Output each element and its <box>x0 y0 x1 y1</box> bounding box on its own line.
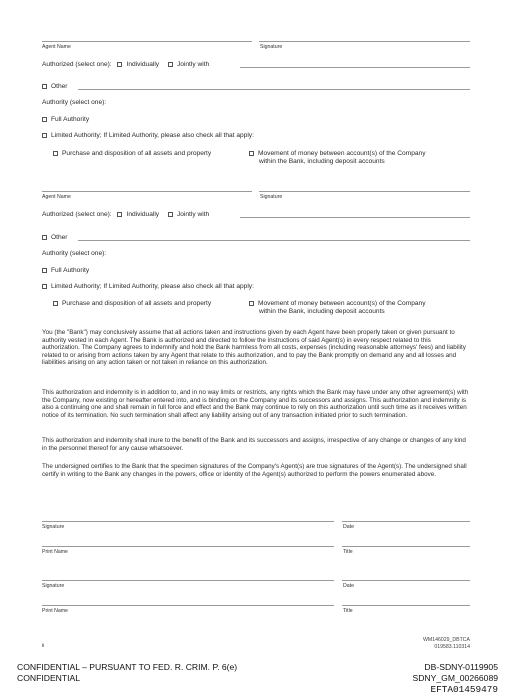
other-line[interactable] <box>78 89 470 90</box>
limited-authority-checkbox[interactable] <box>42 284 47 289</box>
full-authority-checkbox[interactable] <box>42 117 47 122</box>
authorized-label: Authorized (select one): <box>42 211 112 218</box>
individually-label: Individually <box>126 211 160 218</box>
title-label-2: Title <box>343 608 353 614</box>
other-line[interactable] <box>78 240 470 241</box>
full-authority-checkbox[interactable] <box>42 268 47 273</box>
authorized-row <box>42 61 209 68</box>
assumption-paragraph: You (the "Bank") may conclusively assume that all actions taken and instructions given by each Agent have been properly taken or given pursuant to authority vested in each Agent. The Bank is authorized and directed to follow the instructions of said Agent(s) in every respect related to this authorization. The Company agrees to indemnify and hold the Bank harmless from all costs, expenses (including reasonable attorneys' fees) and liability related to or arising from actions taken by any Agent that relate to this authorization, and to pay the Bank promptly on demand any and all losses and liabilities arising on any action taken or not taken in reliance on this authorization. <box>42 329 466 367</box>
limited-authority-row <box>42 283 254 290</box>
signature-line[interactable] <box>259 191 470 192</box>
other-label: Other <box>51 234 68 241</box>
jointly-with-line[interactable] <box>240 217 470 218</box>
other-row <box>42 83 68 90</box>
movement-label-2: within the Bank, including deposit accounts <box>259 158 385 165</box>
limited-authority-checkbox[interactable] <box>42 133 47 138</box>
limited-authority-label: Limited Authority; If Limited Authority, please also check all that apply: <box>51 132 254 139</box>
movement-label-1: Movement of money between account(s) of the Company <box>258 150 426 157</box>
certification-paragraph: The undersigned certifies to the Bank that the specimen signatures of the Company's Agent(s) are true signatures of the Agent(s). The undersigned shall certify in writing to the Bank any changes in the powers, office or identity of the Agent(s) authorized to perform the powers enumerated above. <box>42 463 467 478</box>
purchase-label: Purchase and disposition of all assets and property <box>62 150 212 157</box>
limited-authority-row <box>42 132 254 139</box>
signature-label: Signature <box>260 194 283 200</box>
other-row <box>42 234 68 241</box>
purchase-label: Purchase and disposition of all assets and property <box>62 300 212 307</box>
confidential-rule-notice: CONFIDENTIAL – PURSUANT TO FED. R. CRIM. P. 6(e) <box>17 662 238 672</box>
full-authority-row <box>42 116 89 123</box>
purchase-row <box>53 300 211 307</box>
form-code-line-2: 019583.110314 <box>434 643 470 650</box>
bates-number-1: DB-SDNY-0119905 <box>424 662 498 672</box>
individually-checkbox[interactable] <box>117 62 122 67</box>
date-label: Date <box>343 524 354 530</box>
authority-label: Authority (select one): <box>42 99 107 106</box>
signature-line[interactable] <box>259 41 470 42</box>
other-checkbox[interactable] <box>42 235 47 240</box>
purchase-row <box>53 150 211 157</box>
date-line[interactable] <box>342 521 470 522</box>
date-line-2[interactable] <box>342 580 470 581</box>
title-line[interactable] <box>342 546 470 547</box>
purchase-checkbox[interactable] <box>53 151 58 156</box>
full-authority-label: Full Authority <box>51 116 90 123</box>
purchase-checkbox[interactable] <box>53 301 58 306</box>
full-authority-label: Full Authority <box>51 267 90 274</box>
authority-label: Authority (select one): <box>42 250 107 257</box>
form-code <box>423 637 470 650</box>
print-name-line-2[interactable] <box>42 605 334 606</box>
jointly-with-line[interactable] <box>240 67 470 68</box>
jointly-label: Jointly with <box>176 211 210 218</box>
agent-name-line[interactable] <box>42 191 252 192</box>
jointly-label: Jointly with <box>176 61 210 68</box>
title-label: Title <box>343 549 353 555</box>
movement-label-2: within the Bank, including deposit accounts <box>259 308 385 315</box>
movement-row <box>249 300 426 316</box>
bates-number-3: EFTA01459479 <box>430 684 498 695</box>
signature-label: Signature <box>42 524 65 530</box>
jointly-checkbox[interactable] <box>168 212 173 217</box>
authorized-row <box>42 211 209 218</box>
signature-line-2[interactable] <box>42 580 334 581</box>
signature-line[interactable] <box>42 521 334 522</box>
authorized-label: Authorized (select one): <box>42 61 112 68</box>
form-code-line-1: WM146029_DBTCA <box>423 637 470 643</box>
print-name-line[interactable] <box>42 546 334 547</box>
movement-checkbox[interactable] <box>249 151 254 156</box>
jointly-checkbox[interactable] <box>168 62 173 67</box>
movement-checkbox[interactable] <box>249 301 254 306</box>
title-line-2[interactable] <box>342 605 470 606</box>
other-label: Other <box>51 83 68 90</box>
indemnity-paragraph: This authorization and indemnity is in addition to, and in no way limits or restricts, any rights which the Bank may have under any other agreement(s) with the Company, now existing or hereafter entered into, and is binding on the Company and its successors and assigns. This authorization and indemnity is also a continuing one and shall remain in full force and effect and the Bank may continue to rely on this authorization until such time as it receives written notice of its termination. No such termination shall affect any liability arising out of any transaction initiated prior to such termination. <box>42 389 469 419</box>
print-name-label-2: Print Name <box>42 608 68 614</box>
date-label-2: Date <box>343 583 354 589</box>
movement-row <box>249 150 426 166</box>
bates-number-2: SDNY_GM_00266089 <box>412 673 498 683</box>
agent-name-label: Agent Name <box>42 194 71 200</box>
individually-label: Individually <box>126 61 160 68</box>
individually-checkbox[interactable] <box>117 212 122 217</box>
agent-name-line[interactable] <box>42 41 252 42</box>
limited-authority-label: Limited Authority; If Limited Authority, please also check all that apply: <box>51 283 254 290</box>
agent-name-label: Agent Name <box>42 44 71 50</box>
confidential-notice: CONFIDENTIAL <box>17 673 81 683</box>
full-authority-row <box>42 267 89 274</box>
print-name-label: Print Name <box>42 549 68 555</box>
signature-label-2: Signature <box>42 583 65 589</box>
movement-label-1: Movement of money between account(s) of the Company <box>258 300 426 307</box>
page-number: ii <box>42 643 45 649</box>
other-checkbox[interactable] <box>42 84 47 89</box>
signature-label: Signature <box>260 44 283 50</box>
benefit-paragraph: This authorization and indemnity shall inure to the benefit of the Bank and its successors and assigns, irrespective of any change or changes of any kind in the personnel thereof for any cause whatsoever. <box>42 437 466 452</box>
